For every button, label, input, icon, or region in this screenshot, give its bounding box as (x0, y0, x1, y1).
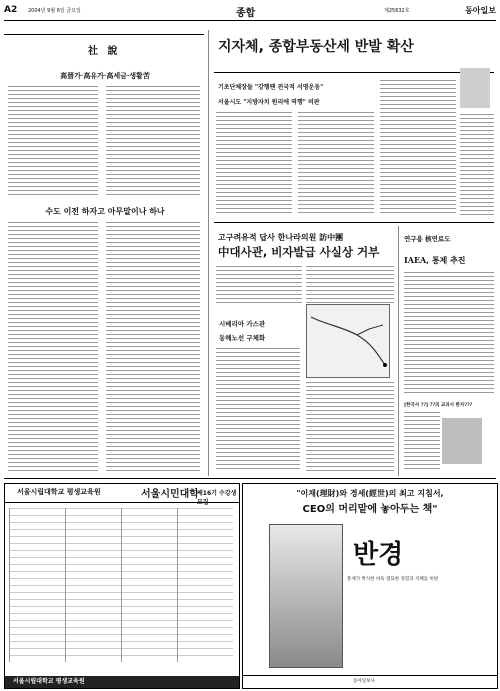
page-header (4, 4, 496, 21)
editorial-body-4 (106, 222, 200, 472)
second-headline: 中대사관, 비자발급 사실상 거부 (218, 245, 380, 259)
main-headline-rule (214, 72, 494, 73)
map-graphic (307, 305, 389, 377)
section-title: 종합 (236, 8, 256, 19)
ad-title-1: 서울시립대학교 평생교육원 (17, 488, 101, 496)
editorial-headline: 高晉가·高유가·高세금·생활苦 (60, 71, 150, 80)
main-subheadline-1: 기초단체장들 "강행땐 전국적 서명운동" (218, 84, 324, 91)
side-kicker: 연구용 核연료도 (404, 235, 451, 243)
editorial-second-headline: 수도 이전 하자고 아무말이나 하나 (45, 206, 165, 216)
ad-title-bar (5, 484, 239, 506)
newspaper-logo: 동아일보 (465, 6, 496, 15)
ad-footer-text: 서울시립대학교 평생교육원 (13, 678, 85, 685)
page-number: A2 (4, 5, 18, 15)
main-headline: 지자체, 종합부동산세 반발 확산 (218, 39, 414, 55)
university-ad (4, 483, 240, 689)
editorial-body-3 (8, 222, 98, 472)
book-description: 통제가 박식한 바둑 절묘한 경험과 지혜를 비판 (347, 577, 439, 582)
book-quote-1: "이재(理財)와 경세(經世)의 최고 지침서, (296, 489, 444, 498)
main-body-1 (216, 112, 292, 216)
editorial-label: 社 說 (88, 46, 121, 57)
side-headline: IAEA, 통제 추진 (404, 255, 466, 265)
book-quote-2: CEO의 머리맡에 놓아두는 책" (302, 504, 438, 515)
ad-footer (5, 676, 239, 688)
column-head: [한국사 ??] ??의 교과서 한자??? (404, 403, 473, 408)
second-body-1 (216, 266, 302, 304)
side-divider (398, 226, 399, 476)
book-title: 반경 (353, 540, 404, 570)
siberia-headline-1: 시베리아 가스관 (219, 320, 266, 328)
ad-title-3: 제16기 수강생 모집 (197, 490, 237, 506)
main-subheadline-2: 서울시도 "지방자치 원리에 역행" 비판 (218, 99, 320, 106)
main-body-2 (298, 112, 374, 216)
book-ad (242, 483, 498, 689)
book-cover (269, 524, 343, 668)
siberia-body-2 (306, 382, 394, 472)
editorial-body-1 (8, 86, 98, 198)
second-kicker: 고구려유적 답사 한나라의원 訪中團 (218, 232, 344, 242)
siberia-body-1 (216, 348, 300, 472)
book-publisher: 동아일보사 (353, 679, 375, 684)
side-body (404, 272, 494, 396)
main-body-3 (380, 80, 456, 216)
columnist-photo (442, 418, 482, 464)
ad-top-rule (4, 478, 496, 479)
book-ad-footer (243, 675, 497, 688)
right-column-body (460, 114, 494, 216)
siberia-headline-2: 동해노선 구체화 (219, 334, 266, 342)
pipeline-map (306, 304, 390, 378)
editorial-body-2 (106, 86, 200, 198)
section-rule-1 (214, 222, 494, 223)
column-body (404, 412, 440, 472)
editorial-top-rule (4, 34, 204, 35)
ad-title-2: 서울시민대학 (141, 489, 199, 500)
issue-date: 2004년 9월 6일 금요일 (28, 8, 81, 14)
reporter-photo (460, 68, 490, 108)
course-table (9, 508, 233, 662)
editorial-divider (208, 30, 209, 476)
second-body-2 (306, 266, 394, 304)
issue-number: 제25632호 (384, 8, 410, 14)
